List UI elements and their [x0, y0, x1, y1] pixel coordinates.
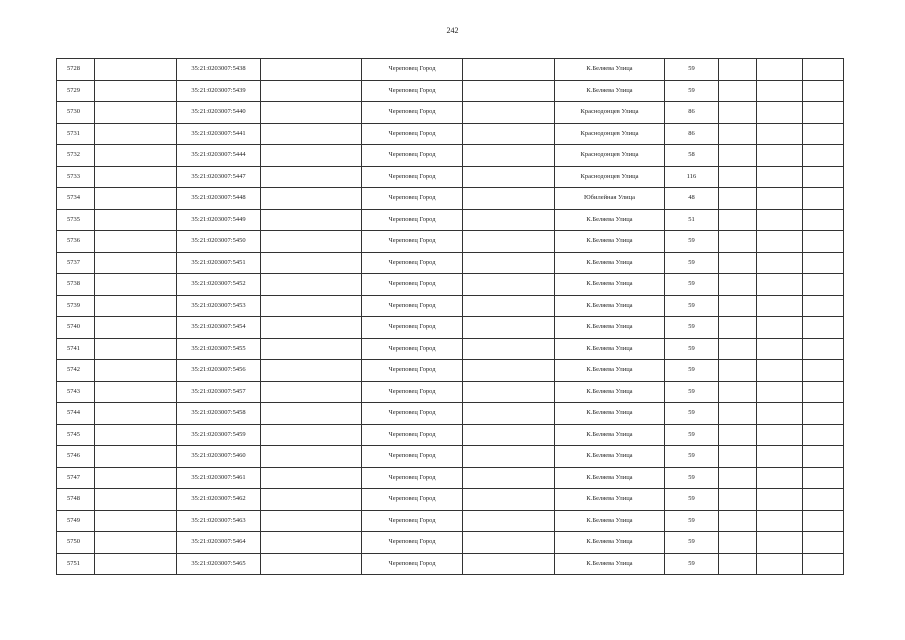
empty-cell: [261, 467, 362, 489]
empty-cell: [803, 59, 844, 81]
empty-cell: [757, 381, 803, 403]
table-row: [57, 424, 844, 446]
record-number-cell: 5735: [57, 209, 95, 231]
table-row: [57, 446, 844, 468]
empty-cell: [95, 209, 177, 231]
empty-cell: [95, 446, 177, 468]
house-number-cell: 59: [665, 381, 719, 403]
empty-cell: [95, 123, 177, 145]
table-row: [57, 231, 844, 253]
street-cell: К.Беляева Улица: [555, 80, 665, 102]
record-number-cell: 5747: [57, 467, 95, 489]
street-cell: Краснодонцев Улица: [555, 166, 665, 188]
record-number-cell: 5746: [57, 446, 95, 468]
empty-cell: [95, 403, 177, 425]
empty-cell: [261, 145, 362, 167]
empty-cell: [463, 123, 555, 145]
cadastral-number-cell: 35:21:0203007:5457: [177, 381, 261, 403]
city-cell: Череповец Город: [362, 360, 463, 382]
empty-cell: [261, 338, 362, 360]
empty-cell: [463, 188, 555, 210]
empty-cell: [803, 360, 844, 382]
empty-cell: [463, 317, 555, 339]
empty-cell: [757, 209, 803, 231]
street-cell: Краснодонцев Улица: [555, 123, 665, 145]
empty-cell: [463, 424, 555, 446]
street-cell: К.Беляева Улица: [555, 360, 665, 382]
street-cell: Юбилейная Улица: [555, 188, 665, 210]
cadastral-number-cell: 35:21:0203007:5461: [177, 467, 261, 489]
empty-cell: [757, 274, 803, 296]
empty-cell: [463, 446, 555, 468]
table-row: [57, 209, 844, 231]
empty-cell: [463, 360, 555, 382]
city-cell: Череповец Город: [362, 403, 463, 425]
empty-cell: [719, 59, 757, 81]
cadastral-number-cell: 35:21:0203007:5438: [177, 59, 261, 81]
empty-cell: [719, 145, 757, 167]
empty-cell: [261, 123, 362, 145]
empty-cell: [719, 231, 757, 253]
table-row: [57, 467, 844, 489]
record-number-cell: 5742: [57, 360, 95, 382]
city-cell: Череповец Город: [362, 295, 463, 317]
record-number-cell: 5743: [57, 381, 95, 403]
city-cell: Череповец Город: [362, 102, 463, 124]
cadastral-number-cell: 35:21:0203007:5458: [177, 403, 261, 425]
record-number-cell: 5745: [57, 424, 95, 446]
empty-cell: [463, 59, 555, 81]
empty-cell: [261, 295, 362, 317]
city-cell: Череповец Город: [362, 317, 463, 339]
empty-cell: [719, 338, 757, 360]
cadastral-number-cell: 35:21:0203007:5451: [177, 252, 261, 274]
empty-cell: [719, 403, 757, 425]
city-cell: Череповец Город: [362, 188, 463, 210]
cadastral-number-cell: 35:21:0203007:5455: [177, 338, 261, 360]
empty-cell: [719, 467, 757, 489]
empty-cell: [95, 510, 177, 532]
table-row: [57, 489, 844, 511]
house-number-cell: 51: [665, 209, 719, 231]
cadastral-number-cell: 35:21:0203007:5456: [177, 360, 261, 382]
table-row: [57, 381, 844, 403]
cadastral-number-cell: 35:21:0203007:5440: [177, 102, 261, 124]
empty-cell: [803, 102, 844, 124]
empty-cell: [757, 403, 803, 425]
empty-cell: [95, 467, 177, 489]
empty-cell: [757, 252, 803, 274]
house-number-cell: 59: [665, 295, 719, 317]
city-cell: Череповец Город: [362, 166, 463, 188]
street-cell: К.Беляева Улица: [555, 338, 665, 360]
table-row: [57, 317, 844, 339]
empty-cell: [757, 59, 803, 81]
city-cell: Череповец Город: [362, 467, 463, 489]
empty-cell: [463, 295, 555, 317]
house-number-cell: 59: [665, 424, 719, 446]
empty-cell: [261, 317, 362, 339]
empty-cell: [803, 274, 844, 296]
empty-cell: [803, 80, 844, 102]
empty-cell: [719, 446, 757, 468]
empty-cell: [803, 424, 844, 446]
city-cell: Череповец Город: [362, 424, 463, 446]
empty-cell: [261, 102, 362, 124]
empty-cell: [261, 209, 362, 231]
empty-cell: [463, 338, 555, 360]
empty-cell: [95, 317, 177, 339]
empty-cell: [463, 80, 555, 102]
city-cell: Череповец Город: [362, 80, 463, 102]
empty-cell: [757, 338, 803, 360]
city-cell: Череповец Город: [362, 145, 463, 167]
record-number-cell: 5740: [57, 317, 95, 339]
house-number-cell: 58: [665, 145, 719, 167]
empty-cell: [261, 231, 362, 253]
cadastral-number-cell: 35:21:0203007:5460: [177, 446, 261, 468]
city-cell: Череповец Город: [362, 532, 463, 554]
record-number-cell: 5736: [57, 231, 95, 253]
table-row: [57, 59, 844, 81]
record-number-cell: 5744: [57, 403, 95, 425]
table-row: [57, 553, 844, 575]
house-number-cell: 59: [665, 274, 719, 296]
empty-cell: [803, 446, 844, 468]
street-cell: К.Беляева Улица: [555, 317, 665, 339]
city-cell: Череповец Город: [362, 553, 463, 575]
record-number-cell: 5738: [57, 274, 95, 296]
empty-cell: [95, 252, 177, 274]
empty-cell: [95, 295, 177, 317]
empty-cell: [803, 381, 844, 403]
registry-table-body: [57, 59, 844, 575]
empty-cell: [719, 489, 757, 511]
empty-cell: [261, 510, 362, 532]
street-cell: К.Беляева Улица: [555, 209, 665, 231]
house-number-cell: 59: [665, 489, 719, 511]
empty-cell: [463, 467, 555, 489]
empty-cell: [463, 381, 555, 403]
empty-cell: [463, 553, 555, 575]
record-number-cell: 5732: [57, 145, 95, 167]
empty-cell: [95, 145, 177, 167]
house-number-cell: 59: [665, 467, 719, 489]
empty-cell: [463, 252, 555, 274]
empty-cell: [719, 188, 757, 210]
table-row: [57, 274, 844, 296]
empty-cell: [95, 102, 177, 124]
house-number-cell: 116: [665, 166, 719, 188]
empty-cell: [803, 510, 844, 532]
empty-cell: [757, 188, 803, 210]
empty-cell: [719, 360, 757, 382]
house-number-cell: 59: [665, 338, 719, 360]
cadastral-number-cell: 35:21:0203007:5449: [177, 209, 261, 231]
empty-cell: [757, 102, 803, 124]
house-number-cell: 59: [665, 446, 719, 468]
table-row: [57, 123, 844, 145]
city-cell: Череповец Город: [362, 510, 463, 532]
cadastral-number-cell: 35:21:0203007:5448: [177, 188, 261, 210]
empty-cell: [261, 424, 362, 446]
empty-cell: [803, 338, 844, 360]
street-cell: К.Беляева Улица: [555, 252, 665, 274]
empty-cell: [719, 381, 757, 403]
empty-cell: [261, 381, 362, 403]
empty-cell: [261, 532, 362, 554]
cadastral-number-cell: 35:21:0203007:5453: [177, 295, 261, 317]
record-number-cell: 5739: [57, 295, 95, 317]
cadastral-number-cell: 35:21:0203007:5465: [177, 553, 261, 575]
table-row: [57, 102, 844, 124]
table-row: [57, 295, 844, 317]
empty-cell: [719, 209, 757, 231]
empty-cell: [95, 188, 177, 210]
street-cell: К.Беляева Улица: [555, 403, 665, 425]
empty-cell: [463, 145, 555, 167]
empty-cell: [95, 381, 177, 403]
empty-cell: [463, 489, 555, 511]
empty-cell: [803, 188, 844, 210]
house-number-cell: 59: [665, 532, 719, 554]
empty-cell: [757, 510, 803, 532]
empty-cell: [803, 145, 844, 167]
record-number-cell: 5731: [57, 123, 95, 145]
empty-cell: [757, 532, 803, 554]
empty-cell: [757, 80, 803, 102]
house-number-cell: 59: [665, 252, 719, 274]
city-cell: Череповец Город: [362, 489, 463, 511]
empty-cell: [463, 166, 555, 188]
street-cell: К.Беляева Улица: [555, 446, 665, 468]
empty-cell: [803, 252, 844, 274]
empty-cell: [757, 424, 803, 446]
empty-cell: [463, 403, 555, 425]
empty-cell: [757, 295, 803, 317]
record-number-cell: 5734: [57, 188, 95, 210]
street-cell: К.Беляева Улица: [555, 231, 665, 253]
street-cell: К.Беляева Улица: [555, 553, 665, 575]
empty-cell: [803, 295, 844, 317]
house-number-cell: 86: [665, 102, 719, 124]
table-row: [57, 188, 844, 210]
street-cell: К.Беляева Улица: [555, 424, 665, 446]
cadastral-number-cell: 35:21:0203007:5462: [177, 489, 261, 511]
street-cell: Краснодонцев Улица: [555, 102, 665, 124]
empty-cell: [803, 467, 844, 489]
city-cell: Череповец Город: [362, 123, 463, 145]
record-number-cell: 5737: [57, 252, 95, 274]
table-row: [57, 510, 844, 532]
empty-cell: [261, 553, 362, 575]
street-cell: К.Беляева Улица: [555, 510, 665, 532]
street-cell: К.Беляева Улица: [555, 532, 665, 554]
empty-cell: [95, 59, 177, 81]
table-row: [57, 403, 844, 425]
table-row: [57, 166, 844, 188]
empty-cell: [463, 510, 555, 532]
empty-cell: [261, 166, 362, 188]
cadastral-number-cell: 35:21:0203007:5463: [177, 510, 261, 532]
cadastral-number-cell: 35:21:0203007:5459: [177, 424, 261, 446]
empty-cell: [95, 231, 177, 253]
empty-cell: [463, 102, 555, 124]
city-cell: Череповец Город: [362, 231, 463, 253]
table-row: [57, 360, 844, 382]
empty-cell: [719, 510, 757, 532]
empty-cell: [757, 123, 803, 145]
record-number-cell: 5730: [57, 102, 95, 124]
empty-cell: [463, 532, 555, 554]
empty-cell: [803, 532, 844, 554]
empty-cell: [803, 403, 844, 425]
house-number-cell: 59: [665, 80, 719, 102]
empty-cell: [757, 166, 803, 188]
empty-cell: [803, 231, 844, 253]
empty-cell: [261, 80, 362, 102]
empty-cell: [757, 145, 803, 167]
house-number-cell: 59: [665, 510, 719, 532]
table-row: [57, 80, 844, 102]
house-number-cell: 59: [665, 317, 719, 339]
empty-cell: [95, 489, 177, 511]
empty-cell: [757, 489, 803, 511]
empty-cell: [719, 80, 757, 102]
empty-cell: [719, 295, 757, 317]
cadastral-number-cell: 35:21:0203007:5454: [177, 317, 261, 339]
empty-cell: [719, 274, 757, 296]
empty-cell: [719, 317, 757, 339]
empty-cell: [803, 123, 844, 145]
city-cell: Череповец Город: [362, 338, 463, 360]
empty-cell: [261, 274, 362, 296]
record-number-cell: 5749: [57, 510, 95, 532]
street-cell: К.Беляева Улица: [555, 274, 665, 296]
page-number: 242: [446, 26, 459, 35]
empty-cell: [95, 532, 177, 554]
cadastral-number-cell: 35:21:0203007:5439: [177, 80, 261, 102]
record-number-cell: 5750: [57, 532, 95, 554]
empty-cell: [719, 102, 757, 124]
empty-cell: [261, 59, 362, 81]
empty-cell: [757, 446, 803, 468]
city-cell: Череповец Город: [362, 381, 463, 403]
empty-cell: [803, 166, 844, 188]
empty-cell: [719, 532, 757, 554]
city-cell: Череповец Город: [362, 209, 463, 231]
record-number-cell: 5729: [57, 80, 95, 102]
city-cell: Череповец Город: [362, 252, 463, 274]
empty-cell: [803, 489, 844, 511]
empty-cell: [95, 80, 177, 102]
empty-cell: [757, 467, 803, 489]
record-number-cell: 5733: [57, 166, 95, 188]
cadastral-number-cell: 35:21:0203007:5452: [177, 274, 261, 296]
empty-cell: [719, 166, 757, 188]
empty-cell: [463, 209, 555, 231]
empty-cell: [95, 338, 177, 360]
record-number-cell: 5728: [57, 59, 95, 81]
empty-cell: [719, 553, 757, 575]
street-cell: К.Беляева Улица: [555, 59, 665, 81]
empty-cell: [719, 252, 757, 274]
empty-cell: [757, 360, 803, 382]
empty-cell: [719, 424, 757, 446]
house-number-cell: 59: [665, 231, 719, 253]
record-number-cell: 5748: [57, 489, 95, 511]
empty-cell: [95, 553, 177, 575]
empty-cell: [463, 274, 555, 296]
empty-cell: [803, 553, 844, 575]
empty-cell: [719, 123, 757, 145]
street-cell: К.Беляева Улица: [555, 489, 665, 511]
table-row: [57, 532, 844, 554]
street-cell: К.Беляева Улица: [555, 467, 665, 489]
house-number-cell: 48: [665, 188, 719, 210]
record-number-cell: 5741: [57, 338, 95, 360]
city-cell: Череповец Город: [362, 446, 463, 468]
record-number-cell: 5751: [57, 553, 95, 575]
cadastral-number-cell: 35:21:0203007:5447: [177, 166, 261, 188]
empty-cell: [261, 188, 362, 210]
city-cell: Череповец Город: [362, 59, 463, 81]
house-number-cell: 59: [665, 360, 719, 382]
house-number-cell: 59: [665, 553, 719, 575]
empty-cell: [261, 252, 362, 274]
empty-cell: [95, 424, 177, 446]
empty-cell: [803, 209, 844, 231]
house-number-cell: 59: [665, 59, 719, 81]
registry-table: [56, 58, 844, 575]
empty-cell: [261, 403, 362, 425]
street-cell: Краснодонцев Улица: [555, 145, 665, 167]
empty-cell: [95, 166, 177, 188]
empty-cell: [757, 317, 803, 339]
table-row: [57, 338, 844, 360]
cadastral-number-cell: 35:21:0203007:5464: [177, 532, 261, 554]
house-number-cell: 86: [665, 123, 719, 145]
empty-cell: [261, 446, 362, 468]
table-row: [57, 252, 844, 274]
cadastral-number-cell: 35:21:0203007:5450: [177, 231, 261, 253]
street-cell: К.Беляева Улица: [555, 295, 665, 317]
street-cell: К.Беляева Улица: [555, 381, 665, 403]
empty-cell: [261, 489, 362, 511]
empty-cell: [757, 553, 803, 575]
empty-cell: [463, 231, 555, 253]
empty-cell: [757, 231, 803, 253]
house-number-cell: 59: [665, 403, 719, 425]
cadastral-number-cell: 35:21:0203007:5441: [177, 123, 261, 145]
cadastral-number-cell: 35:21:0203007:5444: [177, 145, 261, 167]
empty-cell: [95, 360, 177, 382]
empty-cell: [95, 274, 177, 296]
table-row: [57, 145, 844, 167]
city-cell: Череповец Город: [362, 274, 463, 296]
empty-cell: [803, 317, 844, 339]
empty-cell: [261, 360, 362, 382]
